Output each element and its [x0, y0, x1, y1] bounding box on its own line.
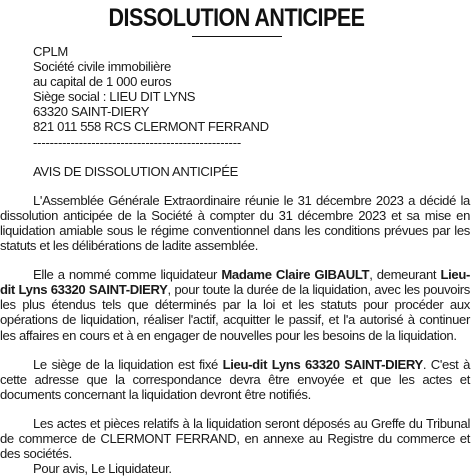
paragraph-liquidator: [0, 267, 470, 342]
company-city: 63320 SAINT-DIERY: [33, 104, 150, 120]
company-block: [0, 44, 470, 150]
paragraph-seat: [0, 357, 470, 402]
company-capital: au capital de 1 000 euros: [33, 74, 172, 90]
paragraph-seat-text-b: . C'est à cette adresse que la correspondance devra être envoyée et que les actes et documents concernant la liquidation devront être notifiés.: [0, 356, 471, 402]
paragraph-liquidator-text-b: , demeurant: [369, 267, 441, 283]
signature-line: Pour avis, Le Liquidateur.: [33, 461, 172, 476]
company-seat: Siège social : LIEU DIT LYNS: [33, 89, 196, 105]
notice-body: [0, 44, 470, 476]
paragraph-liquidator-text-a: Elle a nommé comme liquidateur: [33, 267, 222, 283]
paragraph-decision: [0, 193, 470, 253]
liquidator-address: Lieu-dit Lyns 63320 SAINT-DIERY: [0, 267, 470, 298]
company-rcs: 821 011 558 RCS CLERMONT FERRAND: [33, 119, 269, 135]
paragraph-filing-text: Les actes et pièces relatifs à la liquidation seront déposés au Greffe du Tribunal de commerce de CLERMONT FERRAND, en annexe au Registre du commerce et des sociétés.: [0, 415, 470, 462]
paragraph-liquidator-text-c: , pour toute la durée de la liquidation, avec les pouvoirs les plus étendus tels que déterminés par la loi et les statuts pour procéder aux opérations de liquidation, réaliser l'actif, acquitter le passif, et l'a autorisé à continuer les affaires en cours et à en engager de nouvelles pour les besoins de la liquidation.: [0, 282, 470, 343]
liquidation-seat-address: Lieu-dit Lyns 63320 SAINT-DIERY: [222, 356, 423, 372]
paragraph-filing: [0, 416, 470, 461]
notice-title: DISSOLUTION ANTICIPEE: [108, 4, 365, 32]
paragraph-seat-text-a: Le siège de la liquidation est fixé: [33, 356, 223, 372]
notice-heading: AVIS DE DISSOLUTION ANTICIPÉE: [33, 163, 238, 179]
company-name: CPLM: [33, 44, 68, 59]
title-underline: [192, 36, 282, 37]
liquidator-name: Madame Claire GIBAULT: [221, 267, 370, 283]
company-form: Société civile immobilière: [33, 59, 171, 75]
separator-line: --------------------------------------------------: [33, 134, 242, 150]
paragraph-decision-text: L'Assemblée Générale Extraordinaire réunie le 31 décembre 2023 a décidé la dissolution anticipée de la Société à compter du 31 décembre 2023 et sa mise en liquidation amiable sous le régime conventionnel dans les conditions prévues par les statuts et les délibérations de ladite assemblée.: [0, 192, 470, 254]
